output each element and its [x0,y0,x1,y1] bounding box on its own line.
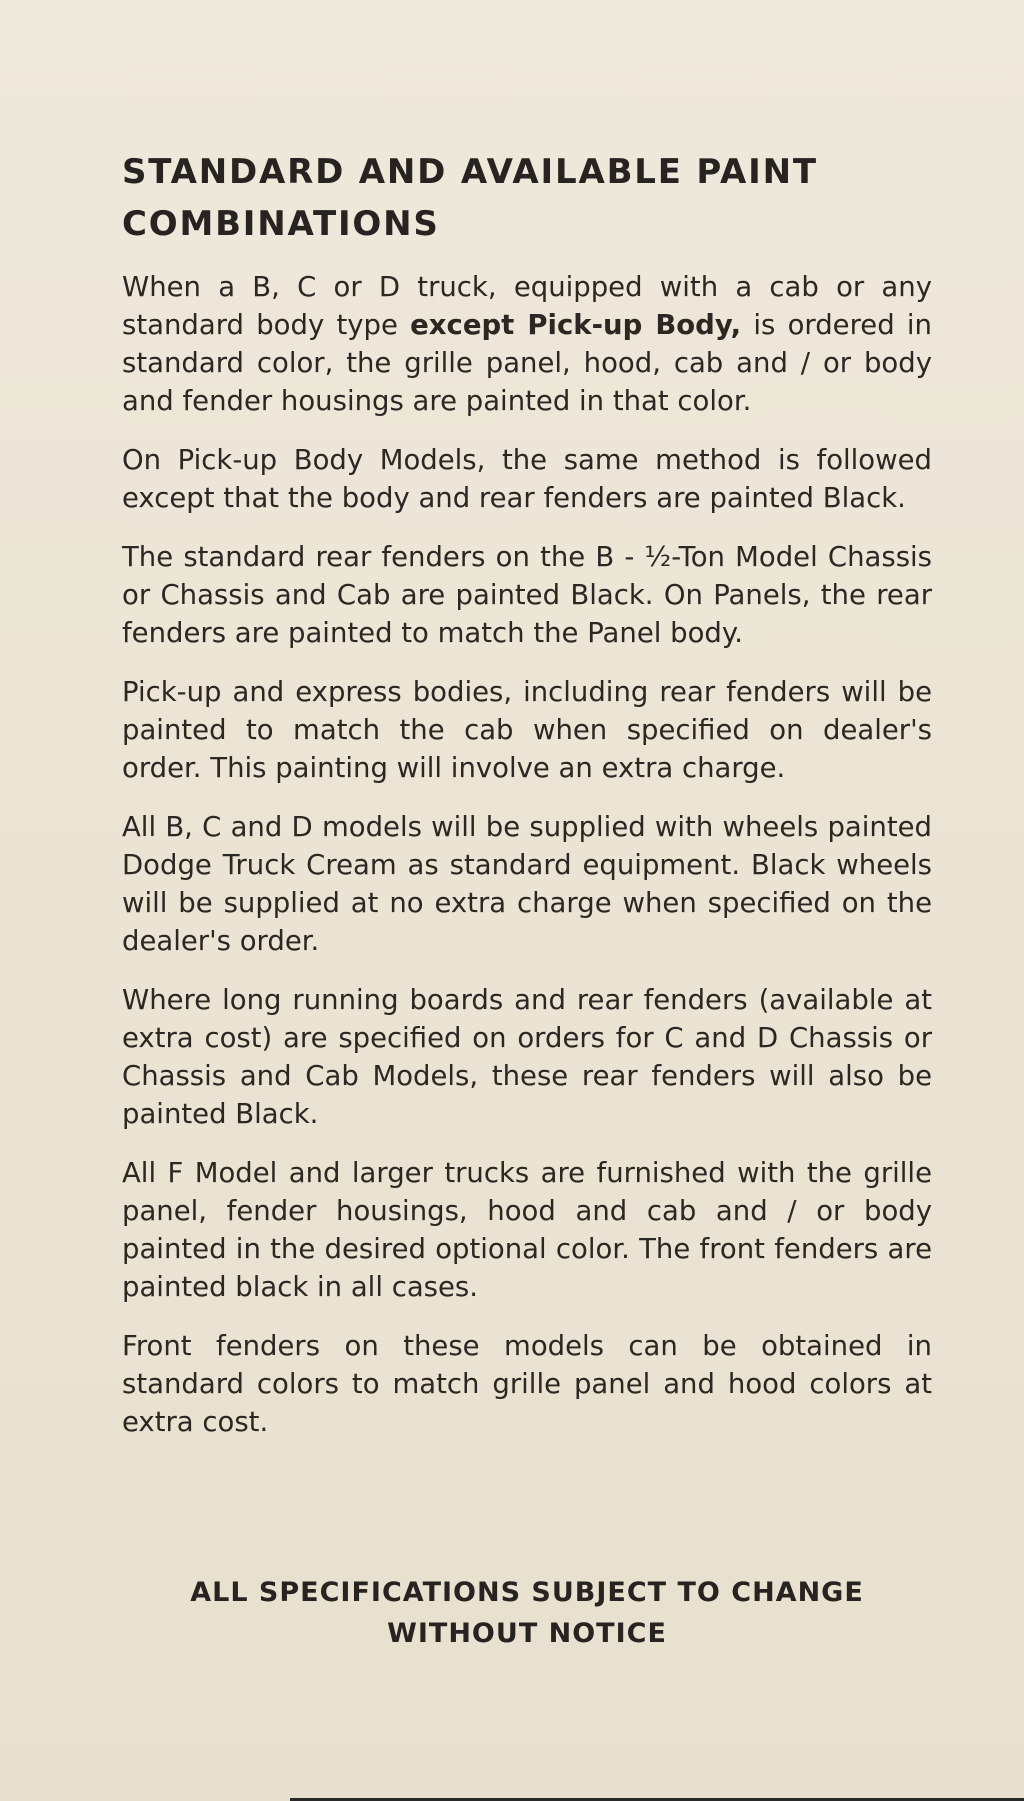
footer-line-1: ALL SPECIFICATIONS SUBJECT TO CHANGE [190,1577,864,1608]
paragraph-pickup-models: On Pick-up Body Models, the same method is followed except that the body and rear fenders are painted Black. [122,444,932,514]
page-title: STANDARD AND AVAILABLE PAINT COMBINATIONS [122,152,818,244]
footer-notice [100,1572,954,1654]
paragraph-f-models: All F Model and larger trucks are furnished with the grille panel, fender housings, hood and cab and / or body painted in the desired optional color. The front fenders are painted black in all cases. [122,1157,932,1303]
paragraph-front-fenders: Front fenders on these models can be obtained in standard colors to match grille panel and hood colors at extra cost. [122,1330,932,1438]
paragraph-running-boards: Where long running boards and rear fenders (available at extra cost) are specified on orders for C and D Chassis or Chassis and Cab Models, these rear fenders will also be painted Black. [122,984,932,1130]
paragraph-standard-color [122,268,932,420]
paragraph-bold-text: except Pick-up Body, [410,309,742,341]
paragraph-wheels: All B, C and D models will be supplied with wheels painted Dodge Truck Cream as standard equipment. Black wheels will be supplied at no extra charge when specified on the dealer's order. [122,811,932,957]
footer-line-2: WITHOUT NOTICE [387,1618,667,1649]
paragraph-text: When a B, C or D truck, equipped with a cab or any standard body type [122,271,932,341]
paragraph-rear-fenders: The standard rear fenders on the B - ½-Ton Model Chassis or Chassis and Cab are painted Black. On Panels, the rear fenders are painted to match the Panel body. [122,541,932,649]
page-content [122,146,932,1462]
paragraph-express-bodies: Pick-up and express bodies, including rear fenders will be painted to match the cab when specified on dealer's order. This painting will involve an extra charge. [122,676,932,784]
paragraph-text: is ordered in standard color, the grille panel, hood, cab and / or body and fender housings are painted in that color. [122,309,932,417]
